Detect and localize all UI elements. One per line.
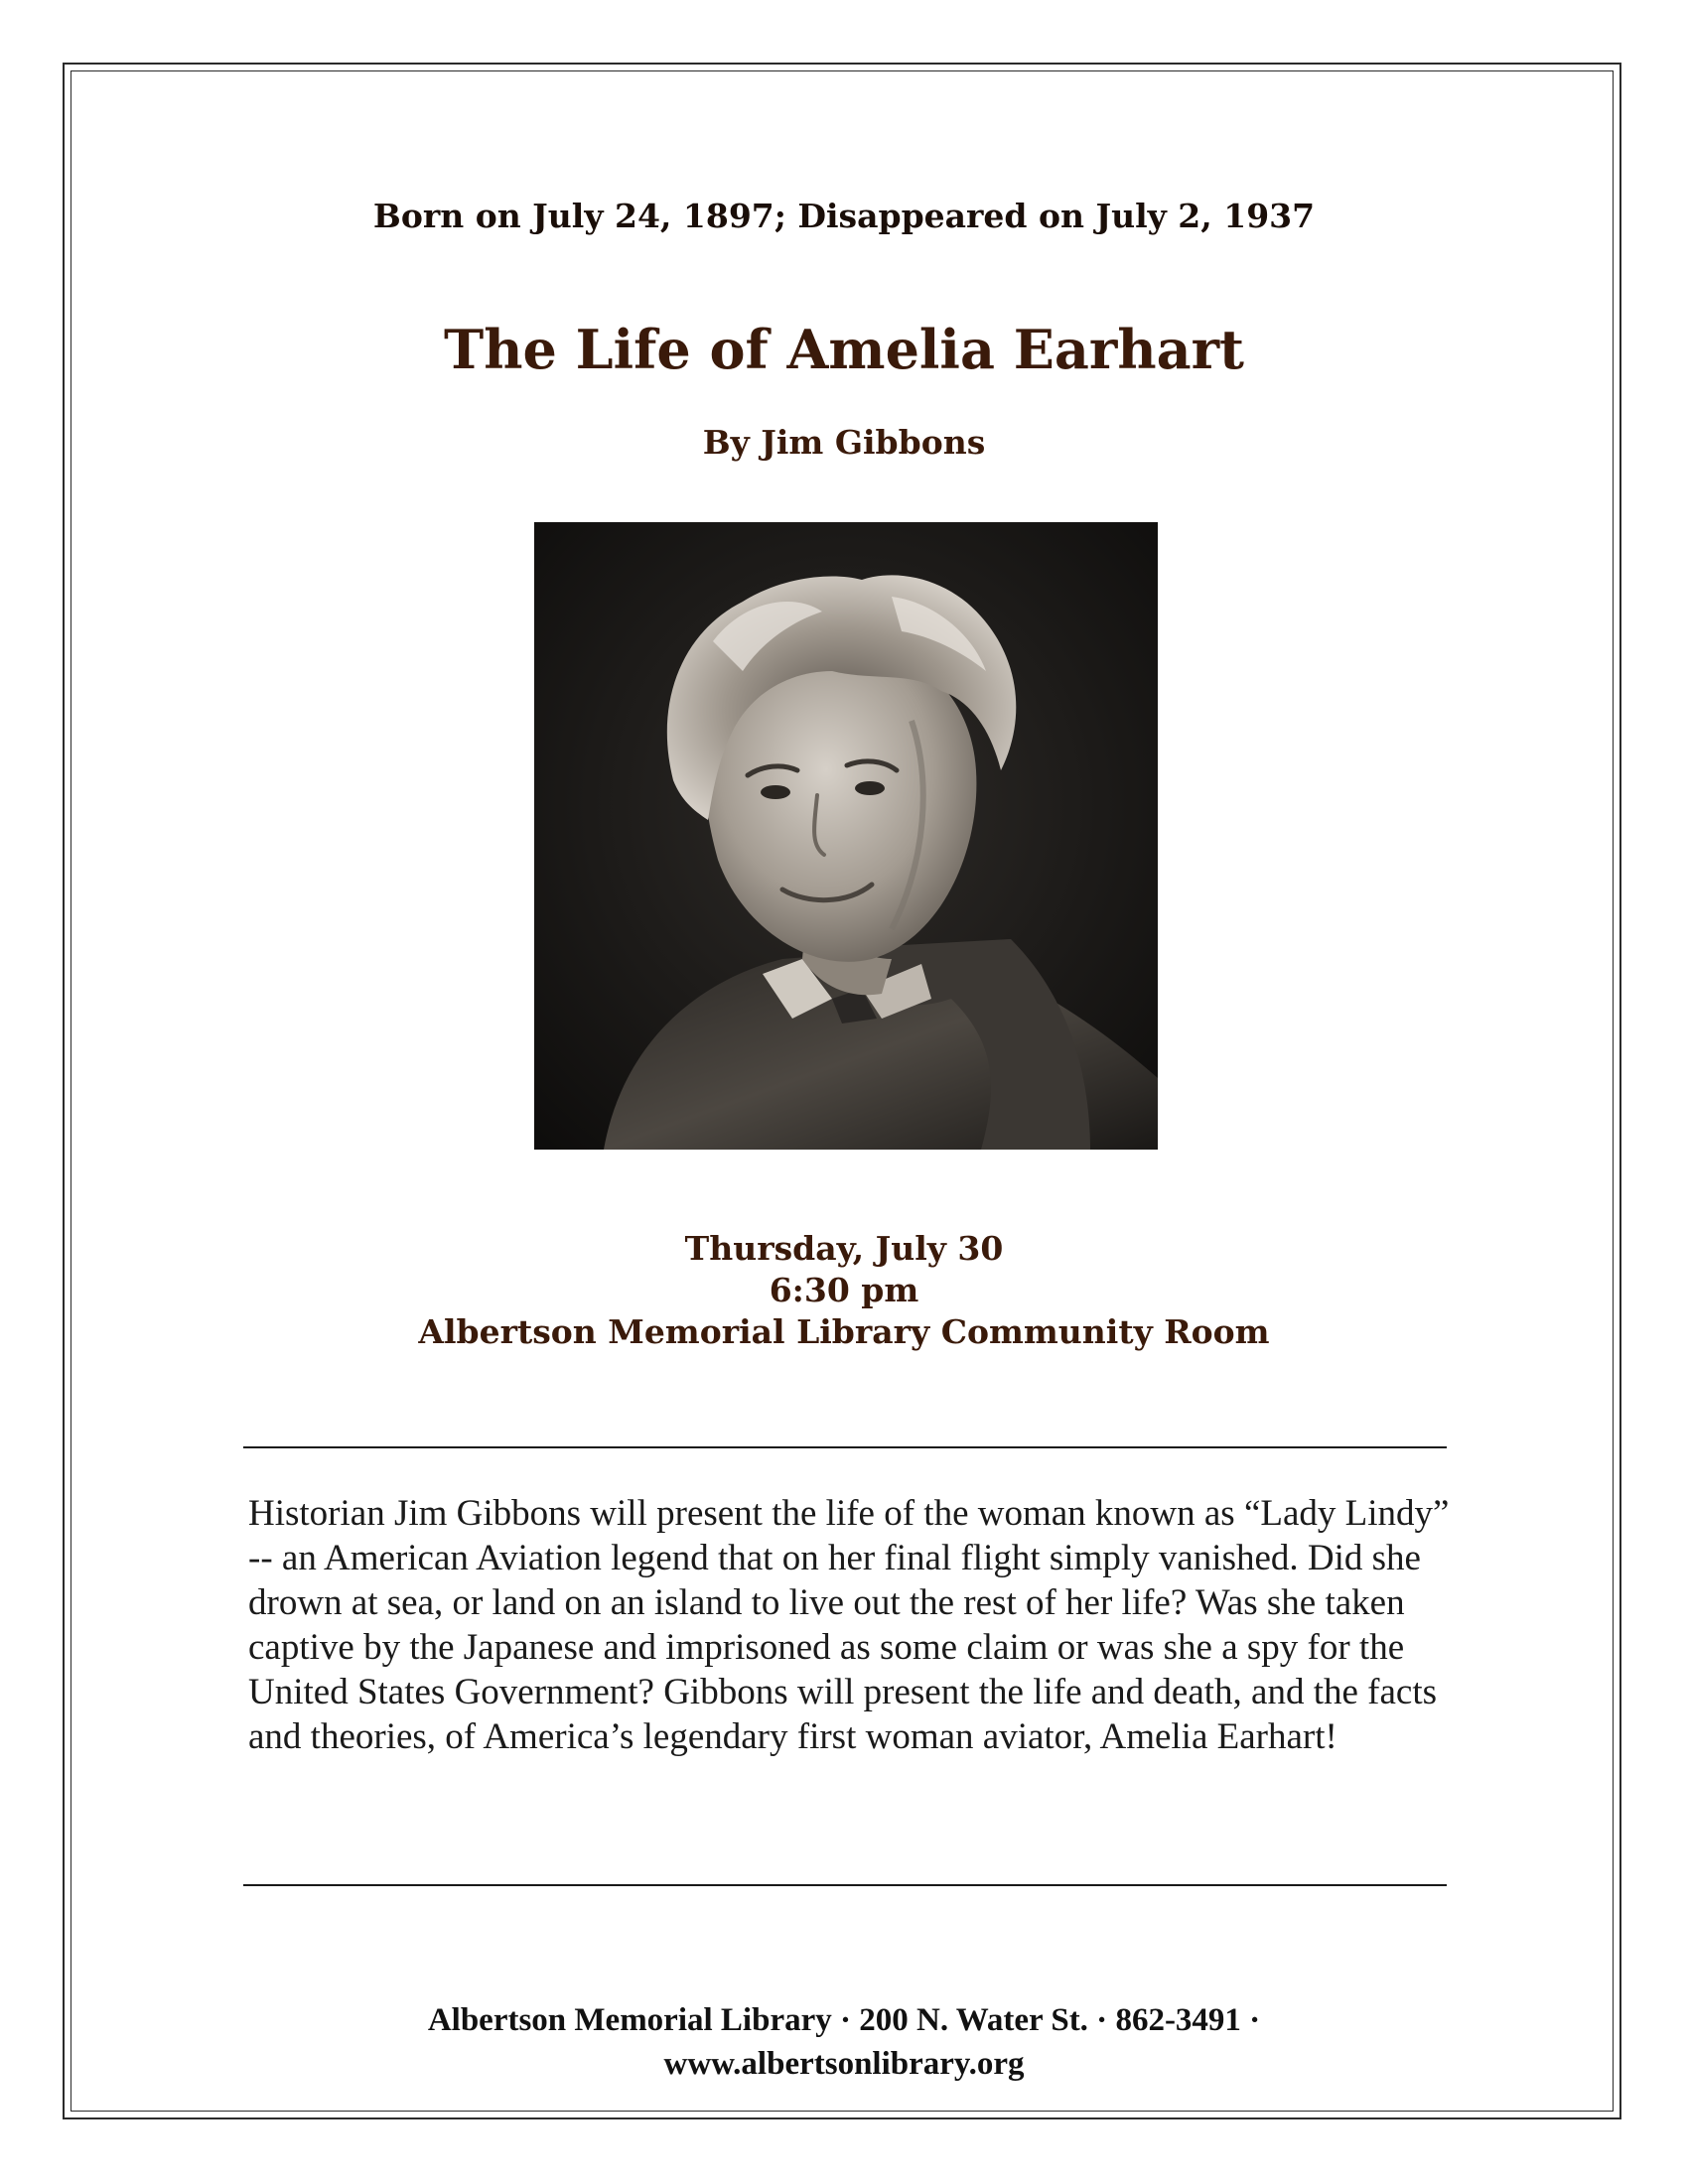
event-location: Albertson Memorial Library Community Room (418, 1312, 1270, 1351)
footer-address: Albertson Memorial Library · 200 N. Water St. · 862-3491 · (427, 2002, 1261, 2038)
dates-subtitle: Born on July 24, 1897; Disappeared on July 2, 1937 (372, 197, 1316, 235)
divider-top (243, 1446, 1447, 1448)
divider-bottom (243, 1884, 1447, 1886)
event-date: Thursday, July 30 (684, 1229, 1004, 1268)
flyer-title: The Life of Amelia Earhart (444, 318, 1244, 381)
event-details (0, 1228, 1688, 1353)
byline: By Jim Gibbons (702, 423, 986, 462)
event-description: Historian Jim Gibbons will present the life of the woman known as “Lady Lindy” -- an American Aviation legend that on her final flight simply vanished. Did she drown at sea, or land on an island to live out the rest of her life? Was she taken captive by the Japanese and imprisoned as some claim or was she a spy for the United States Government? Gibbons will present the life and death, and the facts and theories, of America’s legendary first woman aviator, Amelia Earhart! (248, 1493, 1450, 1757)
footer-website: www.albertsonlibrary.org (663, 2046, 1025, 2082)
event-time: 6:30 pm (769, 1271, 919, 1309)
library-footer (0, 1998, 1688, 2086)
portrait-photo (534, 522, 1158, 1150)
